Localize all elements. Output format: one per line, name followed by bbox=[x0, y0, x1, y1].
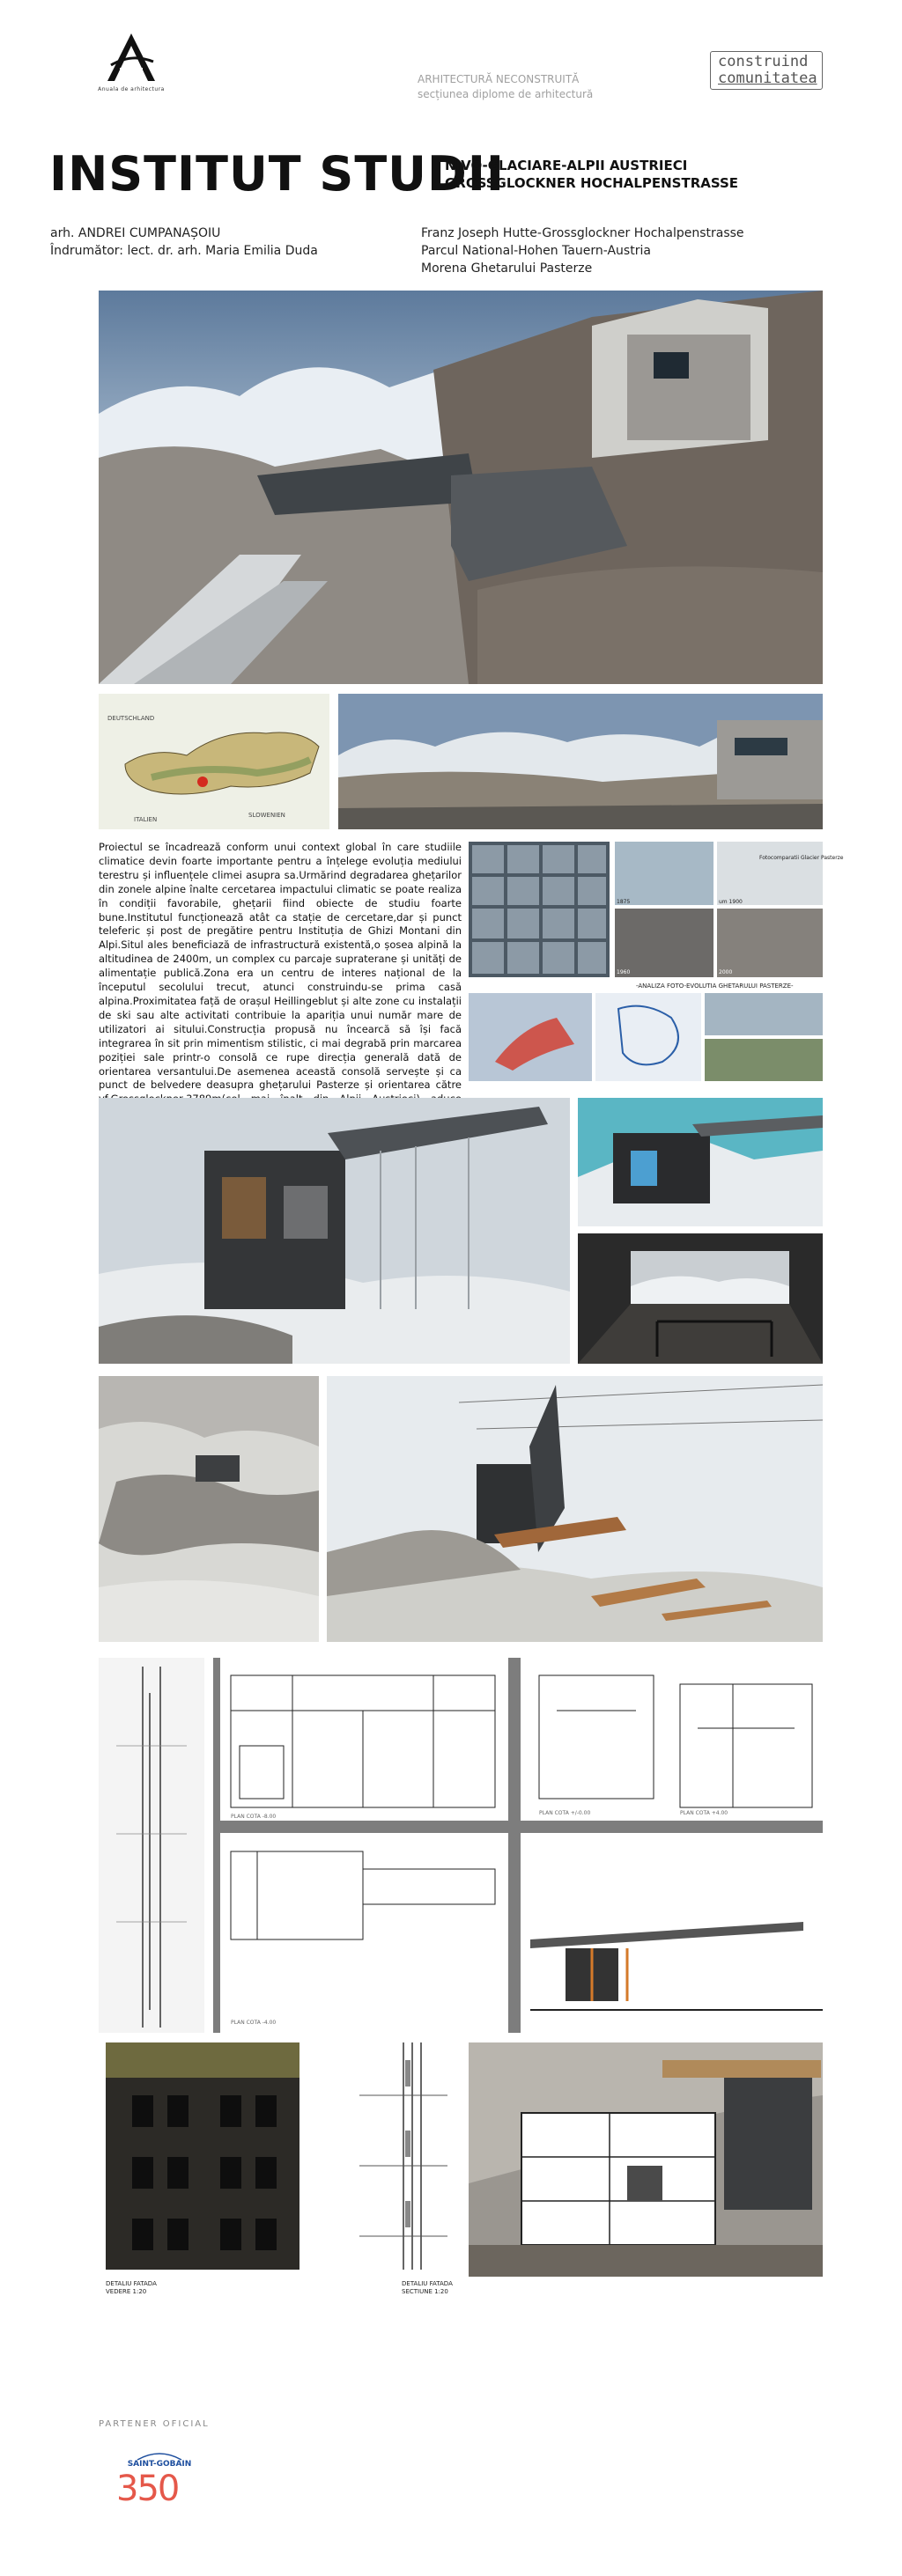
plan-label-1: PLAN COTA -8.00 bbox=[231, 1814, 277, 1820]
year-1960: 1960 bbox=[617, 969, 631, 975]
section-caption-line-2: SECTIUNE 1:20 bbox=[402, 2288, 448, 2295]
austria-map-image bbox=[99, 694, 329, 829]
partner-label: PARTENER OFICIAL bbox=[99, 2419, 210, 2429]
year-1900: um 1900 bbox=[719, 899, 743, 905]
plan-label-4: PLAN COTA +4.00 bbox=[680, 1810, 728, 1816]
logo-a-icon bbox=[100, 30, 162, 85]
plan-label-2: PLAN COTA -4.00 bbox=[231, 2020, 277, 2026]
facade-detail-caption bbox=[106, 2280, 157, 2296]
advisor-name: Îndrumător: lect. dr. arh. Maria Emilia Duda bbox=[50, 244, 318, 258]
logo-caption: Anuala de arhitectura bbox=[98, 86, 165, 92]
building-section-render-image bbox=[469, 2042, 823, 2277]
author-block bbox=[50, 224, 318, 260]
photo-comparison-label: Fotocomparatii Glacier Pasterze bbox=[759, 855, 844, 861]
facade-caption-line-2: VEDERE 1:20 bbox=[106, 2288, 147, 2295]
map-label-si: SLOWENIEN bbox=[248, 812, 285, 819]
cc-line-1: construind bbox=[718, 53, 809, 70]
wall-section-detail-image bbox=[351, 2042, 456, 2270]
section-render-image bbox=[578, 1098, 823, 1226]
analysis-caption: -ANALIZA FOTO-EVOLUTIA GHETARULUI PASTERZE- bbox=[636, 983, 794, 990]
section-label bbox=[418, 72, 593, 102]
location-block bbox=[421, 224, 744, 277]
sponsor-number: 350 bbox=[116, 2469, 179, 2509]
project-description: Proiectul se încadrează conform unui context global în care studiile climatice devin foarte importante pentru a înțelege evoluția mediului terestru și influențele climei asupra sa.Urmărind degradarea ghețarilor din zonele alpine înalte cercetarea impactului climatic se poate realiza în condiții favorabile, ghețarii fiind obiecte de studiu foarte bune.Institutul funcționează atât ca stație de cercetare,dar și punct teleferic și post de pregătire pentru Instituția de Ghizi Montani din Alpi.Situl ales beneficiază de infrastructură existentă,o șosea alpină la altitudinea de 2400m, un complex cu parcaje supraterane și unități de alimentație publică.Zona era un centru de interes național de la începutul secolului trecut, atunci construindu-se prima casă alpina.Proximitatea față de orașul Heillingeblut și alte zone cu instalații de ski sau alte activitati contribuie la apariția unui număr mare de utilizatori ai sitului.Construcția propusă nu încearcă să își facă integrarea în sit prin mimentism stilistic, ci mai degrabă prin marcarea poziției sale printr-o consolă ce rupe direcția generală dată de orientarea versantului.De asemenea această consolă servește și ca punct de belvedere deasupra ghețarului Pasterze și orientarea către bbox=[99, 841, 462, 1092]
building-render-image bbox=[99, 1098, 570, 1364]
cable-car-render-image bbox=[327, 1376, 823, 1642]
construind-comunitatea-logo bbox=[710, 51, 823, 90]
section-caption-line-1: DETALIU FATADA bbox=[402, 2280, 453, 2287]
glacier-analysis-image bbox=[469, 842, 844, 1081]
uaa-logo bbox=[92, 30, 171, 100]
author-name: arh. ANDREI CUMPANAȘOIU bbox=[50, 226, 221, 240]
plan-label-3: PLAN COTA +/-0.00 bbox=[539, 1810, 591, 1816]
section-line-2: secțiunea diplome de arhitectură bbox=[418, 88, 594, 100]
saint-gobain-350-logo bbox=[111, 2449, 208, 2511]
year-2000: 2000 bbox=[719, 969, 733, 975]
location-line-3: Morena Ghetarului Pasterze bbox=[421, 261, 593, 276]
hero-render-image bbox=[99, 291, 823, 684]
facade-detail-image bbox=[106, 2042, 299, 2270]
page-title: INSTITUT STUDII bbox=[49, 146, 506, 202]
subtitle-line-2: GROSSGLOCKNER HOCHALPENSTRASSE bbox=[445, 175, 739, 191]
site-panorama-image bbox=[338, 694, 823, 829]
map-label-de: DEUTSCHLAND bbox=[107, 715, 155, 722]
facade-caption-line-1: DETALIU FATADA bbox=[106, 2280, 157, 2287]
location-line-2: Parcul National-Hohen Tauern-Austria bbox=[421, 244, 651, 258]
map-label-it: ITALIEN bbox=[134, 816, 158, 823]
year-1875: 1875 bbox=[617, 899, 631, 905]
subtitle-line-1: NIVO-GLACIARE-ALPII AUSTRIECI bbox=[445, 158, 688, 173]
interior-render-image bbox=[578, 1233, 823, 1364]
page-subtitle bbox=[445, 157, 738, 192]
sponsor-name: SAINT-GOBAIN bbox=[127, 2460, 192, 2469]
floor-plans-image bbox=[99, 1658, 823, 2033]
wall-section-caption bbox=[402, 2280, 453, 2296]
cc-line-2: comunitatea bbox=[718, 70, 817, 87]
location-line-1: Franz Joseph Hutte-Grossglockner Hochalpenstrasse bbox=[421, 226, 744, 240]
section-line-1: ARHITECTURĂ NECONSTRUITĂ bbox=[418, 73, 580, 85]
aerial-site-image bbox=[99, 1376, 319, 1642]
